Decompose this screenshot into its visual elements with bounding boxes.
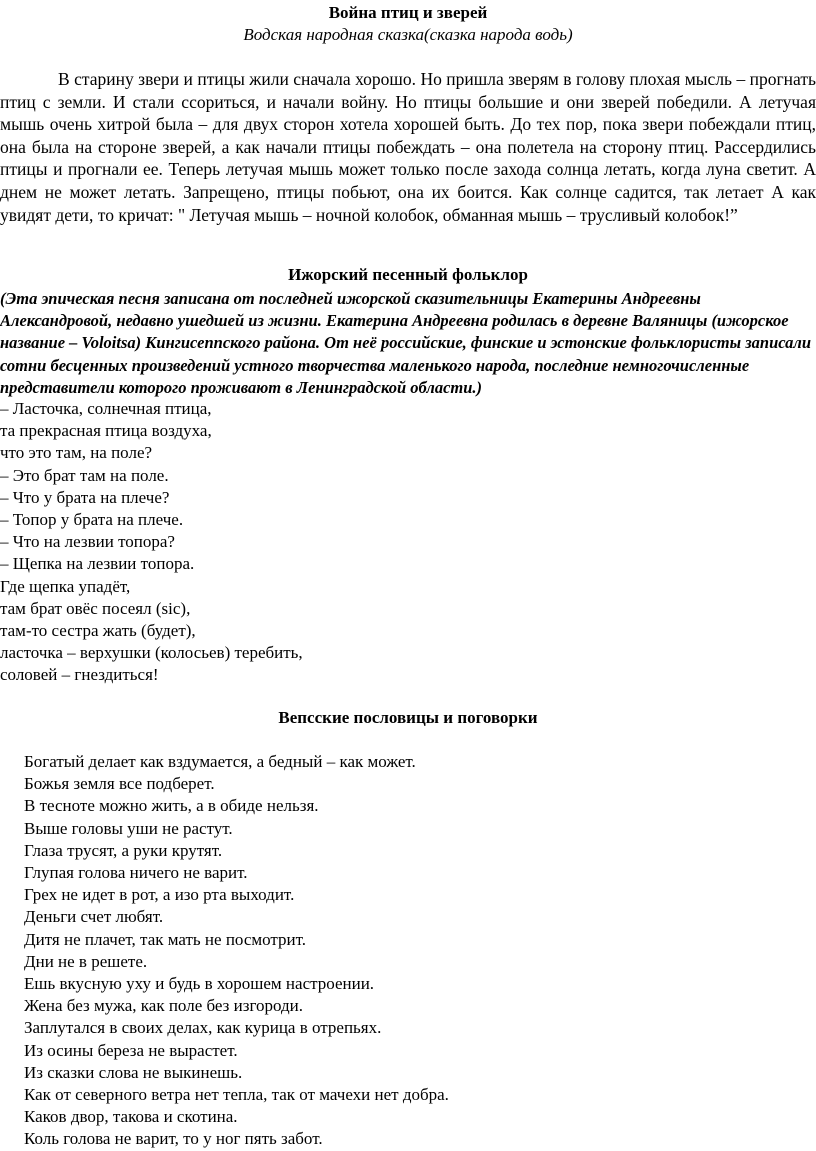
proverb-item: Богатый делает как вздумается, а бедный – как может. bbox=[24, 752, 416, 771]
proverb-item: В тесноте можно жить, а в обиде нельзя. bbox=[24, 796, 319, 816]
poem-line: Где щепка упадёт, bbox=[0, 576, 131, 596]
proverb-item: Из сказки слова не выкинешь. bbox=[24, 1062, 243, 1082]
story-title: Война птиц и зверей bbox=[328, 3, 488, 22]
veps-section-title: Вепсские пословицы и поговорки bbox=[278, 708, 538, 727]
proverb-item: Глупая голова ничего не варит. bbox=[24, 863, 248, 883]
poem-line: там брат овёс посеял (sic), bbox=[0, 598, 191, 618]
proverb-item: Грех не идет в рот, а изо рта выходит. bbox=[24, 885, 295, 905]
proverb-item: Ешь вкусную уху и будь в хорошем настроении. bbox=[24, 974, 375, 994]
story-subtitle: Водская народная сказка(сказка народа водь) bbox=[243, 25, 573, 44]
poem-line: та прекрасная птица воздуха, bbox=[0, 421, 212, 441]
poem-line: соловей – гнездиться! bbox=[0, 665, 159, 685]
poem-line: – Это брат там на поле. bbox=[0, 465, 169, 485]
proverb-item: Дитя не плачет, так мать не посмотрит. bbox=[24, 929, 307, 949]
proverb-item: Глаза трусят, а руки крутят. bbox=[24, 840, 223, 860]
poem-line: – Ласточка, солнечная птица, bbox=[0, 399, 212, 418]
proverb-item: Коль голова не варит, то у ног пять забот. bbox=[24, 1129, 323, 1149]
poem-line: ласточка – верхушки (колосьев) теребить, bbox=[0, 643, 303, 663]
proverb-item: Заплутался в своих делах, как курица в отрепьях. bbox=[24, 1018, 382, 1038]
proverb-item: Как от северного ветра нет тепла, так от мачехи нет добра. bbox=[24, 1085, 449, 1105]
proverb-item: Каков двор, такова и скотина. bbox=[24, 1107, 238, 1127]
poem-line: – Что на лезвии топора? bbox=[0, 532, 175, 552]
poem-line: что это там, на поле? bbox=[0, 443, 153, 463]
poem-line: там-то сестра жать (будет), bbox=[0, 621, 196, 641]
proverb-item: Божья земля все подберет. bbox=[24, 774, 215, 794]
proverb-item: Жена без мужа, как поле без изгороди. bbox=[24, 996, 303, 1016]
izhora-poem bbox=[0, 398, 812, 687]
story-paragraph: В старину звери и птицы жили сначала хорошо. Но пришла зверям в голову плохая мысль – прогнать птиц с земли. И стали ссориться, и начали войну. Но птицы большие и они зверей победили. А летучая мышь очень хитрой была – для двух сторон хотела хорошей быть. До тех пор, пока звери побеждали птиц, она была на стороне зверей, а как начали птицы побеждать – она полетела на сторону птиц. Рассердились птицы и прогнали ее. Теперь летучая мышь может только после захода солнца летать, когда луна светит. А днем не может летать. Запрещено, птицы побьют, она их боится. Как солнце садится, так летает А как увидят дети, то кричат: " Летучая мышь – ночной колобок, обманная мышь – трусливый колобок!” bbox=[0, 69, 816, 225]
proverb-item: Деньги счет любят. bbox=[24, 907, 164, 927]
poem-line: – Топор у брата на плече. bbox=[0, 510, 184, 530]
izhora-section-title: Ижорский песенный фольклор bbox=[288, 265, 528, 284]
proverb-item: Выше головы уши не растут. bbox=[24, 818, 233, 838]
proverb-item: Из осины береза не вырастет. bbox=[24, 1040, 238, 1060]
izhora-intro: (Эта эпическая песня записана от последней ижорской сказительницы Екатерины Андреевны Александровой, недавно ушедшей из жизни. Екатерина Андреевна родилась в деревне Валяницы (ижорское название – Voloitsa) Кингисеппского района. От неё российские, финские и эстонские фольклористы записали сотни бесценных произведений устного творчества маленького народа, последние немногочисленные представители которого проживают в Ленинградской области.) bbox=[0, 289, 812, 397]
veps-proverbs-list bbox=[24, 751, 804, 1151]
poem-line: – Щепка на лезвии топора. bbox=[0, 554, 195, 574]
proverb-item: Дни не в решете. bbox=[24, 951, 148, 971]
poem-line: – Что у брата на плече? bbox=[0, 487, 170, 507]
